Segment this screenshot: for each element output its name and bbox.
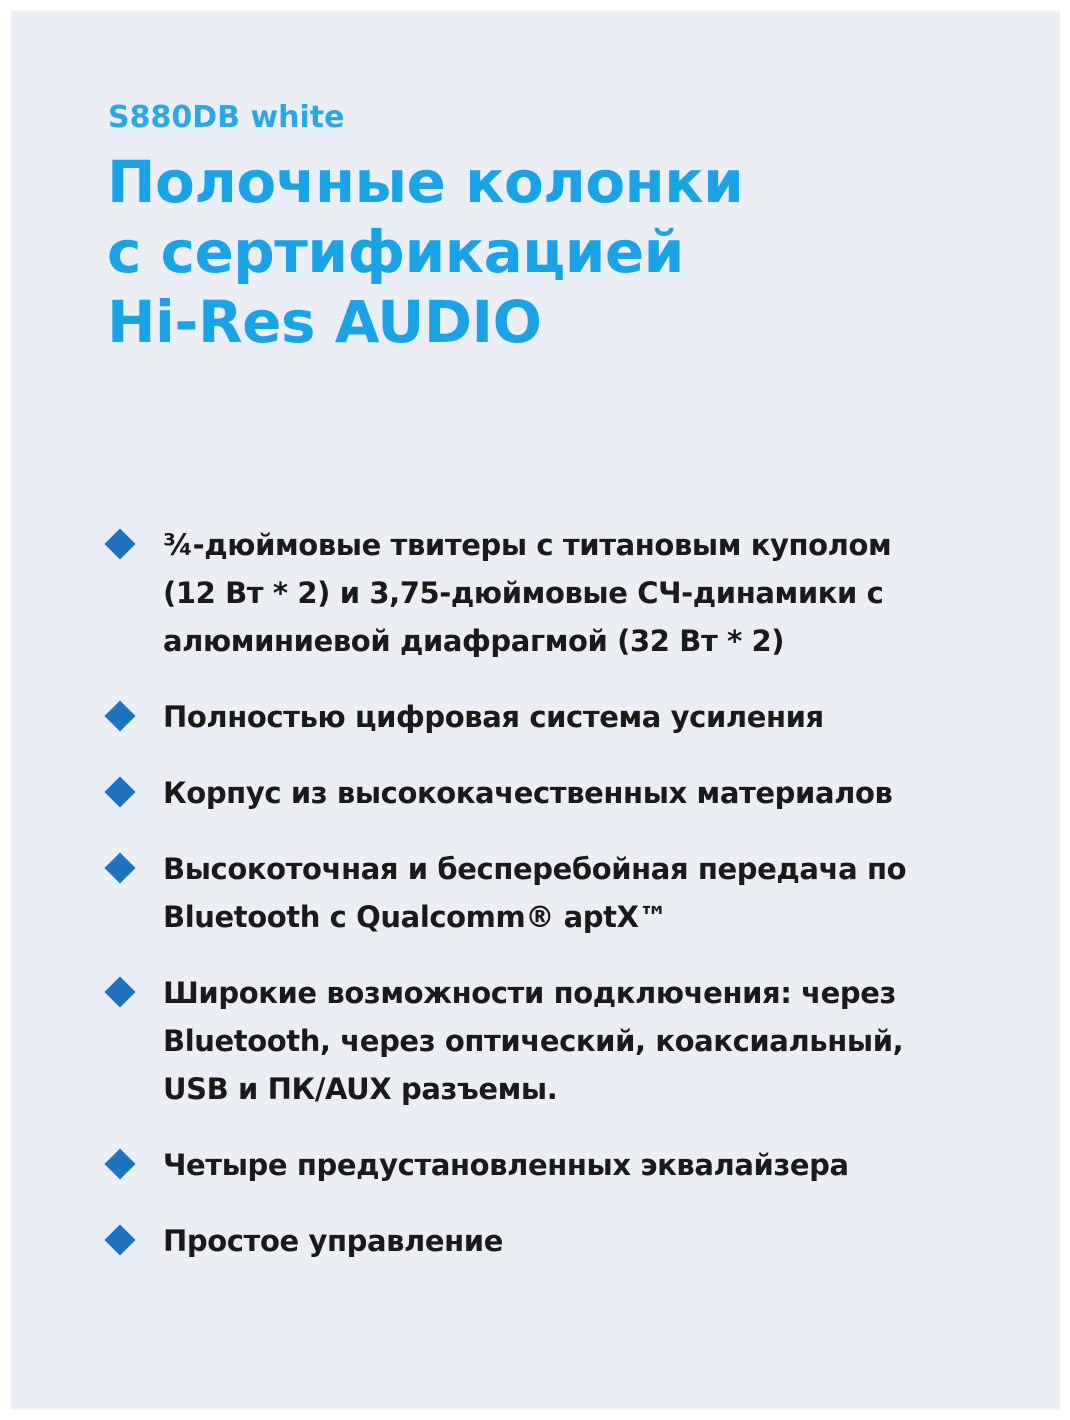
feature-item [101,521,1021,665]
headline-line: Полочные колонки [107,148,744,216]
headline-line: Hi-Res AUDIO [107,288,542,356]
feature-line: Высокоточная и бесперебойная передача по [163,852,907,886]
feature-text [163,1217,1021,1265]
diamond-bullet-icon [104,852,135,883]
feature-line: (12 Вт * 2) и 3,75-дюймовые СЧ-динамики с [163,576,884,610]
diamond-bullet-icon [104,528,135,559]
feature-text [163,1141,1021,1189]
feature-text [163,845,1021,941]
diamond-bullet-icon [104,1148,135,1179]
diamond-bullet-icon [104,776,135,807]
feature-line: ¾-дюймовые твитеры с титановым куполом [163,528,892,562]
feature-line: Корпус из высококачественных материалов [163,776,893,810]
diamond-bullet-icon [104,976,135,1007]
feature-line: Простое управление [163,1224,503,1258]
feature-line: Широкие возможности подключения: через [163,976,896,1010]
feature-line: Четыре предустановленных эквалайзера [163,1148,849,1182]
feature-line: USB и ПК/AUX разъемы. [163,1072,558,1106]
feature-line: Bluetooth, через оптический, коаксиальный, [163,1024,904,1058]
feature-line: Полностью цифровая система усиления [163,700,824,734]
feature-item [101,969,1021,1113]
feature-line: Bluetooth с Qualcomm® aptX™ [163,900,668,934]
diamond-bullet-icon [104,1224,135,1255]
product-card [11,11,1060,1409]
feature-item [101,845,1021,941]
feature-list [101,521,1021,1293]
diamond-bullet-icon [104,700,135,731]
feature-text [163,521,1021,665]
feature-text [163,693,1021,741]
model-name: S880DB white [108,100,345,135]
feature-item [101,1217,1021,1265]
feature-text [163,969,1021,1113]
headline-line: с сертификацией [107,218,684,286]
feature-item [101,769,1021,817]
feature-item [101,693,1021,741]
headline [107,147,743,357]
feature-text [163,769,1021,817]
feature-item [101,1141,1021,1189]
feature-line: алюминиевой диафрагмой (32 Вт * 2) [163,624,785,658]
